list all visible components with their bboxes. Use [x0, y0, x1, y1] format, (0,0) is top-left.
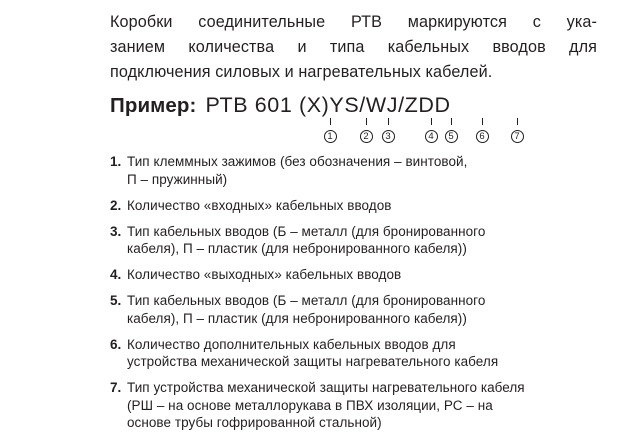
- list-item: [110, 266, 597, 284]
- list-item-number: 6.: [110, 336, 122, 352]
- list-item-line: П – пружинный): [127, 171, 228, 187]
- marker-number: 3: [382, 130, 395, 143]
- marker-number: 5: [445, 130, 458, 143]
- list-item-number: 7.: [110, 380, 122, 395]
- list-item-line: Количество «выходных» кабельных вводов: [127, 267, 402, 282]
- marker-tick-icon: [431, 118, 432, 125]
- list-item-line: Количество «входных» кабельных вводов: [127, 197, 392, 213]
- list-item-text: [127, 266, 401, 284]
- legend-list: [110, 153, 597, 432]
- list-item-text: [127, 292, 485, 327]
- marker-tick-icon: [388, 118, 389, 125]
- list-item-number: 4.: [110, 267, 122, 282]
- list-item-text: [127, 197, 392, 215]
- example-code: РТВ 601 (Х)YS/WJ/ZDD: [205, 93, 451, 117]
- intro-line-2: занием количества и типа кабельных вводов для: [110, 38, 597, 56]
- list-item: [110, 197, 597, 215]
- list-item-number: 3.: [110, 223, 122, 239]
- list-item-line: Тип кабельных вводов (Б – металл (для бронированного: [127, 223, 486, 239]
- list-item-line: кабеля), П – пластик (для небронированного кабеля)): [127, 310, 467, 326]
- marker-tick-icon: [451, 118, 452, 125]
- marker-number: 4: [425, 130, 438, 143]
- marker-2: [358, 118, 374, 144]
- list-item-line: основе трубы гофрированной стальной): [127, 415, 382, 430]
- list-item-text: [127, 379, 525, 432]
- marker-number: 1: [324, 130, 337, 143]
- list-item: [110, 153, 597, 188]
- list-item-number: 2.: [110, 197, 122, 213]
- marker-number: 2: [360, 130, 373, 143]
- marker-6: [474, 118, 490, 144]
- marker-4: [423, 118, 439, 144]
- marker-tick-icon: [517, 118, 518, 125]
- marker-row: [322, 118, 572, 144]
- list-item-number: 1.: [110, 154, 122, 169]
- marker-number: 6: [476, 130, 489, 143]
- list-item: [110, 336, 597, 371]
- list-item-line: устройства механической защиты нагревательного кабеля: [127, 354, 499, 369]
- example-row: [110, 93, 597, 118]
- marker-number: 7: [511, 130, 524, 143]
- marker-5: [443, 118, 459, 144]
- list-item: [110, 379, 597, 432]
- list-item-text: [127, 336, 498, 371]
- marker-1: [322, 118, 338, 144]
- example-label: Пример:: [110, 94, 197, 117]
- list-item-line: Тип устройства механической защиты нагревательного кабеля: [127, 380, 525, 395]
- list-item-line: Тип кабельных вводов (Б – металл (для бронированного: [127, 293, 486, 308]
- list-item-text: [127, 153, 467, 188]
- list-item: [110, 223, 597, 258]
- marker-tick-icon: [482, 118, 483, 125]
- marker-7: [509, 118, 525, 144]
- list-item-line: Количество дополнительных кабельных вводов для: [127, 336, 456, 352]
- marker-3: [380, 118, 396, 144]
- list-item: [110, 292, 597, 327]
- marker-tick-icon: [330, 118, 331, 125]
- list-item-line: (РШ – на основе металлорукава в ПВХ изоляции, РС – на: [127, 397, 493, 413]
- list-item-line: Тип клеммных зажимов (без обозначения – винтовой,: [127, 154, 468, 169]
- list-item-number: 5.: [110, 293, 122, 308]
- marker-tick-icon: [366, 118, 367, 125]
- list-item-text: [127, 223, 485, 258]
- intro-line-3: подключения силовых и нагревательных кабелей.: [110, 63, 493, 81]
- intro-line-1: Коробки соединительные РТВ маркируются с ука-: [110, 13, 597, 31]
- intro-paragraph: [110, 10, 597, 85]
- list-item-line: кабеля), П – пластик (для небронированного кабеля)): [127, 241, 467, 256]
